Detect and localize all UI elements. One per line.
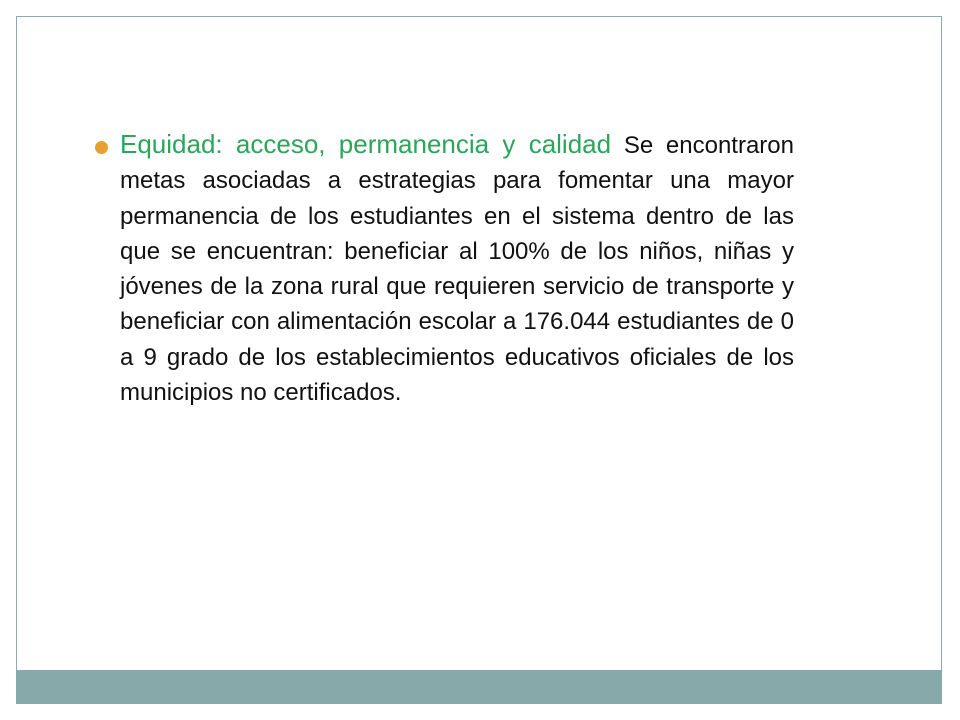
bullet-paragraph (120, 127, 794, 410)
bullet-heading: Equidad: acceso, permanencia y calidad (120, 129, 612, 159)
footer-bar (16, 670, 942, 704)
bullet-body: Se encontraron metas asociadas a estrategias para fomentar una mayor permanencia de los estudiantes en el sistema dentro de las que se encuentran: beneficiar al 100% de los niños, niñas y jóvenes de la zona rural que requieren servicio de transporte y beneficiar con alimentación escolar a 176.044 estudiantes de 0 a 9 grado de los establecimientos educativos oficiales de los municipios no certificados. (120, 132, 794, 407)
bullet-icon (95, 141, 108, 154)
slide-content (120, 127, 794, 410)
